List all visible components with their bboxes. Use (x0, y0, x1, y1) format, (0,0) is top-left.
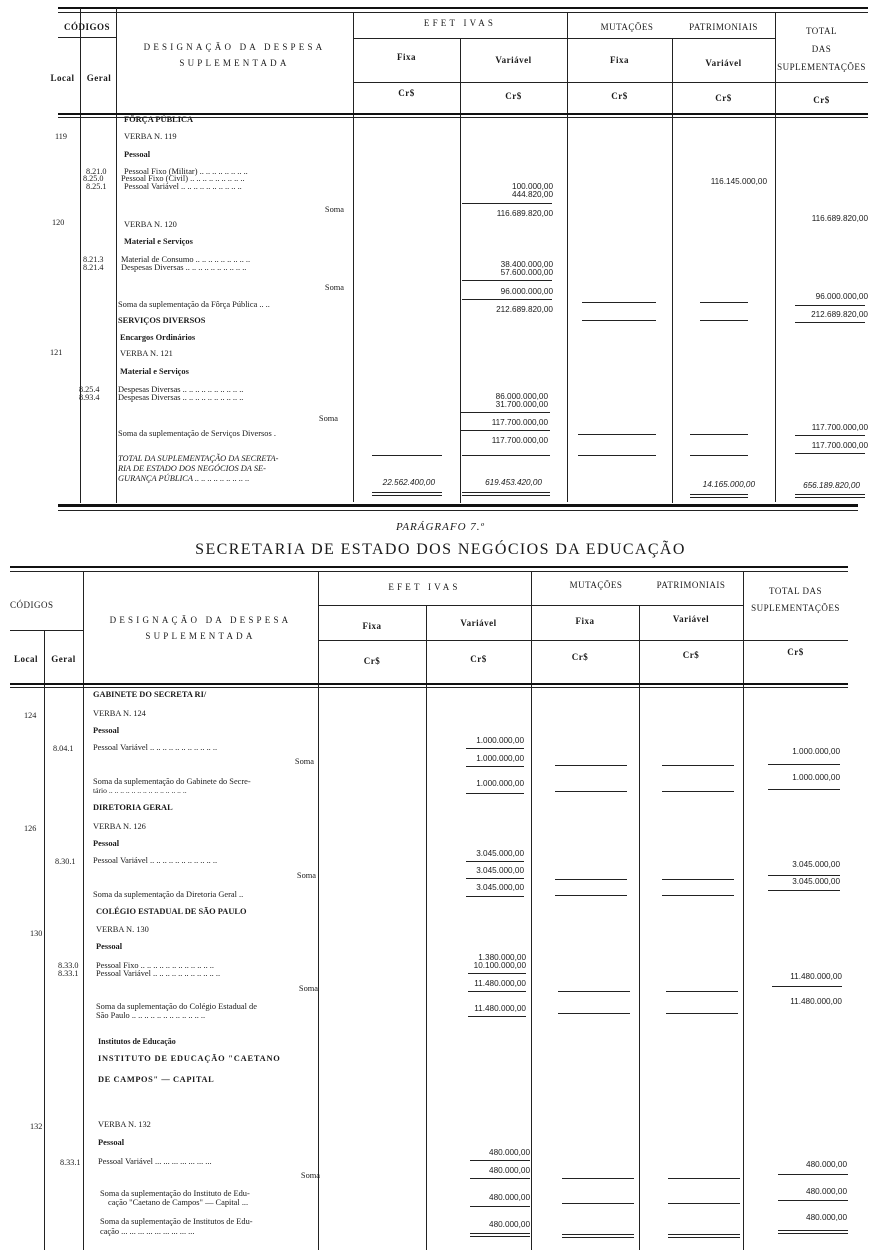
value-soma: 480.000,00 (489, 1220, 530, 1229)
group-label: Material e Serviços (120, 367, 189, 376)
value-total: 480.000,00 (806, 1187, 847, 1196)
value-mut-variavel: 116.145.000,00 (710, 177, 767, 186)
header-local: Local (14, 654, 38, 664)
value-soma: 3.045.000,00 (476, 883, 524, 892)
group-label: Pessoal (93, 726, 120, 735)
code-local: 121 (50, 348, 63, 357)
code-geral: 8.21.3 (83, 255, 104, 264)
soma-suplementacao: Soma da suplementação da Fôrça Pública .. .. (118, 300, 270, 309)
verba-label: VERBA N. 120 (124, 220, 177, 229)
header-currency: Cr$ (505, 91, 522, 101)
value-total: 480.000,00 (806, 1213, 847, 1222)
value-total: 116.689.820,00 (811, 214, 868, 223)
value-total: 117.700.000,00 (811, 441, 868, 450)
value-soma: 3.045.000,00 (476, 866, 524, 875)
item-label: Despesas Diversas .. .. .. .. .. .. .. .. .. .. (121, 263, 247, 272)
header-variavel: Variável (460, 618, 497, 628)
header-efetivas: EFET IVAS (388, 582, 461, 592)
header-currency: Cr$ (398, 88, 415, 98)
section-title: GABINETE DO SECRETA RI/ (93, 690, 207, 699)
value-total: 3.045.000,00 (792, 877, 840, 886)
total-label: RIA DE ESTADO DOS NEGÓCIOS DA SE- (118, 464, 266, 473)
code-geral: 8.21.4 (83, 263, 104, 272)
verba-label: VERBA N. 132 (98, 1120, 151, 1129)
value-variavel: 444.820,00 (512, 190, 553, 199)
soma-label: Soma (298, 984, 318, 993)
value-soma: 480.000,00 (489, 1193, 530, 1202)
header-geral: Geral (86, 73, 112, 83)
header-variavel: Variável (705, 58, 742, 68)
header-patrimoniais: PATRIMONIAIS (656, 580, 726, 590)
header-currency: Cr$ (611, 91, 628, 101)
code-local: 119 (55, 132, 67, 141)
item-label: Pessoal Variável .. .. .. .. .. .. .. .. .. .. .. (93, 743, 218, 752)
item-label: Material de Consumo .. .. .. .. .. .. .. .. .. (121, 255, 251, 264)
code-geral: 8.25.0 (83, 174, 104, 183)
value-total: 117.700.000,00 (811, 423, 868, 432)
code-geral: 8.21.0 (86, 167, 107, 176)
header-currency: Cr$ (363, 656, 381, 666)
section-title: DIRETORIA GERAL (93, 803, 173, 812)
soma-suplementacao: Soma da suplementação de Serviços Diversos . (118, 429, 276, 438)
header-fixa: Fixa (610, 55, 629, 65)
verba-label: VERBA N. 126 (93, 822, 146, 831)
value-soma: 1.000.000,00 (476, 779, 524, 788)
value-total: 212.689.820,00 (811, 310, 868, 319)
soma-label: Soma (324, 205, 344, 214)
header-suplementada: SUPLEMENTADA (145, 631, 256, 641)
value-total: 11.480.000,00 (790, 997, 842, 1006)
value-total: 1.000.000,00 (792, 773, 840, 782)
value-total: 3.045.000,00 (792, 860, 840, 869)
value-variavel: 86.000.000,00 (495, 392, 548, 401)
soma-label: Soma (300, 1171, 320, 1180)
value-total-variavel: 619.453.420,00 (485, 478, 542, 487)
value-total: 11.480.000,00 (790, 972, 842, 981)
group-label: Pessoal (96, 942, 123, 951)
item-label: Despesas Diversas .. .. .. .. .. .. .. .. .. .. (118, 385, 244, 394)
value-soma: 117.700.000,00 (491, 418, 548, 427)
header-suplementacoes: SUPLEMENTAÇÕES (751, 603, 840, 613)
header-codigos: CÓDIGOS (10, 600, 54, 610)
header-currency: Cr$ (470, 654, 487, 664)
soma-suplementacao: Soma da suplementação do Gabinete do Secre- (93, 777, 251, 786)
header-efetivas: EFET IVAS (423, 18, 497, 28)
value-total: 480.000,00 (806, 1160, 847, 1169)
code-local: 120 (52, 218, 65, 227)
code-local: 132 (30, 1122, 43, 1131)
section-title: FÔRÇA PÚBLICA (124, 115, 194, 124)
soma-suplementacao: Soma da suplementação do Colégio Estadual de (96, 1002, 257, 1011)
header-geral: Geral (51, 654, 76, 664)
value-soma: 96.000.000,00 (500, 287, 553, 296)
header-fixa: Fixa (397, 52, 416, 62)
code-geral: 8.93.4 (79, 393, 100, 402)
value-total: 1.000.000,00 (792, 747, 840, 756)
item-label: Pessoal Fixo (Civil) .. .. .. .. .. .. .. .. .. (121, 174, 245, 183)
total-label: TOTAL DA SUPLEMENTAÇÃO DA SECRETA- (118, 454, 279, 463)
header-currency: Cr$ (715, 93, 732, 103)
item-label: Pessoal Fixo (Militar) .. .. .. .. .. .. .. .. (124, 167, 248, 176)
section-title: COLÉGIO ESTADUAL DE SÃO PAULO (96, 907, 247, 916)
header-variavel: Variável (672, 614, 710, 624)
soma-label: Soma (294, 757, 314, 766)
soma-label: Soma (296, 871, 316, 880)
value-soma: 116.689.820,00 (496, 209, 553, 218)
header-designacao: DESIGNAÇÃO DA DESPESA (143, 42, 326, 52)
group-label: Pessoal (98, 1138, 125, 1147)
group-label: Material e Serviços (124, 237, 193, 246)
code-geral: 8.25.1 (86, 182, 107, 191)
section-title: INSTITUTO DE EDUCAÇÃO "CAETANO (98, 1054, 281, 1063)
code-local: 124 (24, 711, 37, 720)
value-variavel: 57.600.000,00 (500, 268, 553, 277)
header-currency: Cr$ (571, 652, 589, 662)
soma-suplementacao: cação "Caetano de Campos" — Capital ... (108, 1198, 249, 1207)
header-suplementada: SUPLEMENTADA (179, 58, 290, 68)
item-label: Pessoal Variável .. .. .. .. .. .. .. .. .. .. .. (93, 856, 218, 865)
soma-suplementacao: cação ... ... ... ... ... ... ... ... ... (100, 1227, 195, 1236)
code-geral: 8.33.1 (60, 1158, 81, 1167)
soma-suplementacao: Soma da suplementação da Diretoria Geral .. (93, 890, 244, 899)
code-local: 130 (30, 929, 43, 938)
header-currency: Cr$ (787, 647, 804, 657)
value-variavel: 100.000,00 (512, 182, 553, 191)
item-label: Despesas Diversas .. .. .. .. .. .. .. .. .. .. (118, 393, 244, 402)
code-geral: 8.33.0 (58, 961, 79, 970)
code-geral: 8.04.1 (53, 744, 74, 753)
header-codigos: CÓDIGOS (63, 22, 110, 32)
code-local: 126 (24, 824, 37, 833)
value-grand-total: 656.189.820,00 (803, 481, 860, 490)
value-soma: 1.000.000,00 (476, 754, 524, 763)
value-soma: 212.689.820,00 (496, 305, 553, 314)
soma-label: Soma (324, 283, 344, 292)
value-variavel: 38.400.000,00 (500, 260, 553, 269)
value-total-mut: 14.165.000,00 (702, 480, 755, 489)
value-variavel: 31.700.000,00 (495, 400, 548, 409)
header-designacao: DESIGNAÇÃO DA DESPESA (109, 615, 292, 625)
header-mutacoes: MUTAÇÕES (569, 580, 623, 590)
code-geral: 8.25.4 (79, 385, 100, 394)
soma-suplementacao: São Paulo .. .. .. .. .. .. .. .. .. .. .. .. (96, 1011, 206, 1020)
value-total-fixa: 22.562.400,00 (382, 478, 435, 487)
value-variavel: 3.045.000,00 (476, 849, 524, 858)
item-label: Pessoal Fixo .. .. .. .. .. .. .. .. .. .. .. .. (96, 961, 214, 970)
value-variavel: 10.100.000,00 (473, 961, 526, 970)
value-soma: 117.700.000,00 (491, 436, 548, 445)
paragraph-heading: PARÁGRAFO 7.º (396, 521, 485, 533)
item-label: Pessoal Variável .. .. .. .. .. .. .. .. .. .. (124, 182, 242, 191)
header-variavel: Variável (495, 55, 532, 65)
soma-suplementacao: tário .. .. .. .. .. .. .. .. .. .. .. .. .. .. (93, 786, 187, 795)
header-currency: Cr$ (682, 650, 700, 660)
group-label: Pessoal (124, 150, 151, 159)
header-fixa: Fixa (362, 621, 382, 631)
section-title: DE CAMPOS" — CAPITAL (98, 1075, 215, 1084)
section-title: SERVIÇOS DIVERSOS (118, 316, 206, 325)
value-soma: 11.480.000,00 (474, 979, 526, 988)
verba-label: VERBA N. 130 (96, 925, 149, 934)
header-total: TOTAL (805, 26, 838, 36)
value-variavel: 480.000,00 (489, 1148, 530, 1157)
group-label: Institutos de Educação (98, 1037, 176, 1046)
header-total-das: TOTAL DAS (768, 586, 823, 596)
header-mutacoes: MUTAÇÕES (600, 22, 654, 32)
header-das: DAS (811, 44, 832, 54)
header-fixa: Fixa (575, 616, 595, 626)
value-variavel: 1.380.000,00 (478, 953, 526, 962)
value-soma: 480.000,00 (489, 1166, 530, 1175)
soma-suplementacao: Soma da suplementação do Instituto de Edu- (100, 1189, 250, 1198)
verba-label: VERBA N. 124 (93, 709, 146, 718)
verba-label: VERBA N. 121 (120, 349, 173, 358)
soma-suplementacao: Soma da suplementação de Institutos de Edu- (100, 1217, 253, 1226)
soma-label: Soma (318, 414, 338, 423)
header-patrimoniais: PATRIMONIAIS (689, 22, 758, 32)
code-geral: 8.30.1 (55, 857, 76, 866)
item-label: Pessoal Variável .. .. .. .. .. .. .. .. .. .. .. (96, 969, 221, 978)
value-total: 96.000.000,00 (815, 292, 868, 301)
code-geral: 8.33.1 (58, 969, 79, 978)
verba-label: VERBA N. 119 (124, 132, 177, 141)
section-heading: SECRETARIA DE ESTADO DOS NEGÓCIOS DA EDUCAÇÃO (195, 541, 686, 558)
value-soma: 11.480.000,00 (474, 1004, 526, 1013)
value-variavel: 1.000.000,00 (476, 736, 524, 745)
header-local: Local (50, 73, 75, 83)
item-label: Pessoal Variável ... ... ... ... ... ... ... (98, 1157, 212, 1166)
header-currency: Cr$ (813, 95, 830, 105)
header-suplementacoes: SUPLEMENTAÇÕES (777, 62, 866, 72)
group-label: Encargos Ordinários (120, 333, 196, 342)
group-label: Pessoal (93, 839, 120, 848)
total-label: GURANÇA PÚBLICA .. .. .. .. .. .. .. .. .. (118, 474, 250, 483)
